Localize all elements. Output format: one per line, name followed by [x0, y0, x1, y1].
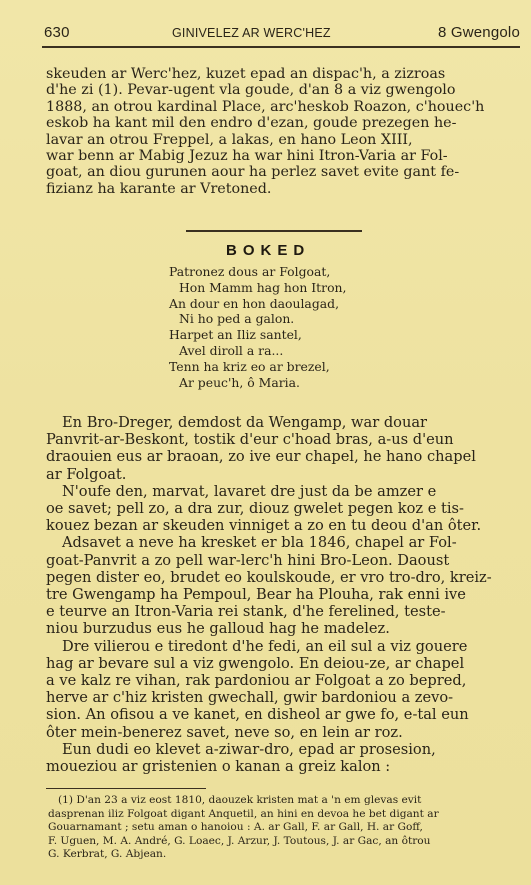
text-line: ôter mein-benerez savet, neve so, en lein ar roz.	[46, 723, 403, 741]
text-line: herve ar c'hiz kristen gwechall, gwir bardoniou a zevo-	[46, 689, 454, 707]
text-line: d'he zi (1). Pevar-ugent vla goude, d'an 8 a viz gwengolo	[46, 82, 456, 99]
body-text	[46, 414, 516, 775]
text-line: Dre vilierou e tiredont d'he fedi, an eil sul a viz gouere	[62, 637, 468, 655]
text-line: lavar an otrou Freppel, a lakas, en hano Leon XIII,	[46, 131, 413, 148]
text-line: sion. An ofisou a ve kanet, en disheol ar gwe fo, e-tal eun	[46, 706, 469, 724]
running-month: 8 Gwengolo	[437, 24, 520, 41]
text-line: skeuden ar Werc'hez, kuzet epad an dispac'h, a zizroas	[46, 66, 446, 82]
footnote-rule	[46, 788, 206, 789]
text-line: 1888, an otrou kardinal Place, arc'heskob Roazon, c'houec'h	[46, 98, 485, 115]
text-line: oe savet; pell zo, a dra zur, diouz gwelet pegen koz e tis-	[46, 500, 464, 518]
running-head	[44, 24, 520, 46]
text-line: a ve kalz re vihan, rak pardoniou ar Folgoat a zo bepred,	[46, 672, 467, 690]
text-line: eskob ha kant mil den endro d'ezan, goude prezegen he-	[46, 115, 457, 132]
text-line: draouien eus ar braoan, zo ive eur chapel, he hano chapel	[46, 448, 476, 466]
text-line: hag ar bevare sul a viz gwengolo. En deiou-ze, ar chapel	[46, 654, 465, 672]
verse-line: An dour en hon daoulagad,	[169, 295, 340, 311]
text-line: war benn ar Mabig Jezuz ha war hini Itron-Varia ar Fol-	[46, 148, 448, 165]
footnote-line: (1) D'an 23 a viz eost 1810, daouzek kristen mat a 'n em glevas evit	[58, 794, 422, 806]
poem-divider	[186, 230, 362, 232]
text-line: e teurve an Itron-Varia rei stank, d'he ferelined, teste-	[46, 603, 446, 621]
page-number: 630	[44, 24, 70, 41]
text-line: pegen dister eo, brudet eo koulskoude, er vro tro-dro, kreiz-	[46, 568, 492, 586]
footnote-line: F. Uguen, M. A. André, G. Loaec, J. Arzur, J. Toutous, J. ar Gac, an ôtrou	[48, 834, 431, 847]
text-line: niou burzudus eus he galloud hag he madelez.	[46, 620, 390, 638]
footnote-line: dasprenan iliz Folgoat digant Anquetil, an hini en devoa he bet digant ar	[48, 807, 439, 820]
verse-line: Ni ho ped a galon.	[179, 311, 295, 327]
text-line: En Bro-Dreger, demdost da Wengamp, war douar	[62, 414, 428, 431]
text-line: fizianz ha karante ar Vretoned.	[46, 180, 272, 197]
text-line: Panvrit-ar-Beskont, tostik d'eur c'hoad bras, a-us d'eun	[46, 431, 454, 449]
text-line: Adsavet a neve ha kresket er bla 1846, chapel ar Fol-	[62, 534, 457, 552]
text-line: tre Gwengamp ha Pempoul, Bear ha Plouha, rak enni ive	[46, 586, 466, 604]
verse-line: Patronez dous ar Folgoat,	[169, 264, 331, 279]
text-line: N'oufe den, marvat, lavaret dre just da be amzer e	[62, 482, 437, 500]
verse-line: Hon Mamm hag hon Itron,	[179, 279, 347, 295]
footnote-line: Gouarnamant ; setu aman o hanoiou : A. ar Gall, F. ar Gall, H. ar Goff,	[48, 821, 423, 834]
verse-line: Harpet an Iliz santel,	[169, 327, 302, 343]
text-line: kouez bezan ar skeuden vinniget a zo en tu deou d'an ôter.	[46, 517, 482, 535]
text-line: goat, an diou gurunen aour ha perlez savet evite gant fe-	[46, 164, 460, 181]
footnote	[48, 794, 518, 862]
poem-title: BOKED	[226, 242, 311, 259]
verse-line: Tenn ha kriz eo ar brezel,	[169, 358, 330, 374]
intro-paragraph	[46, 66, 516, 197]
running-title: GINIVELEZ AR WERC'HEZ	[172, 26, 331, 40]
text-line: Eun dudi eo klevet a-ziwar-dro, epad ar prosesion,	[62, 740, 436, 758]
text-line: moueziou ar gristenien o kanan a greiz kalon :	[46, 758, 391, 776]
footnote-line: G. Kerbrat, G. Abjean.	[48, 848, 167, 861]
text-line: goat-Panvrit a zo pell war-lerc'h hini Bro-Leon. Daoust	[46, 551, 450, 569]
text-line: ar Folgoat.	[46, 465, 127, 483]
header-rule	[42, 46, 520, 48]
poem-verse	[169, 264, 346, 390]
verse-line: Ar peuc'h, ô Maria.	[179, 374, 300, 390]
verse-line: Avel diroll a ra...	[179, 342, 284, 358]
